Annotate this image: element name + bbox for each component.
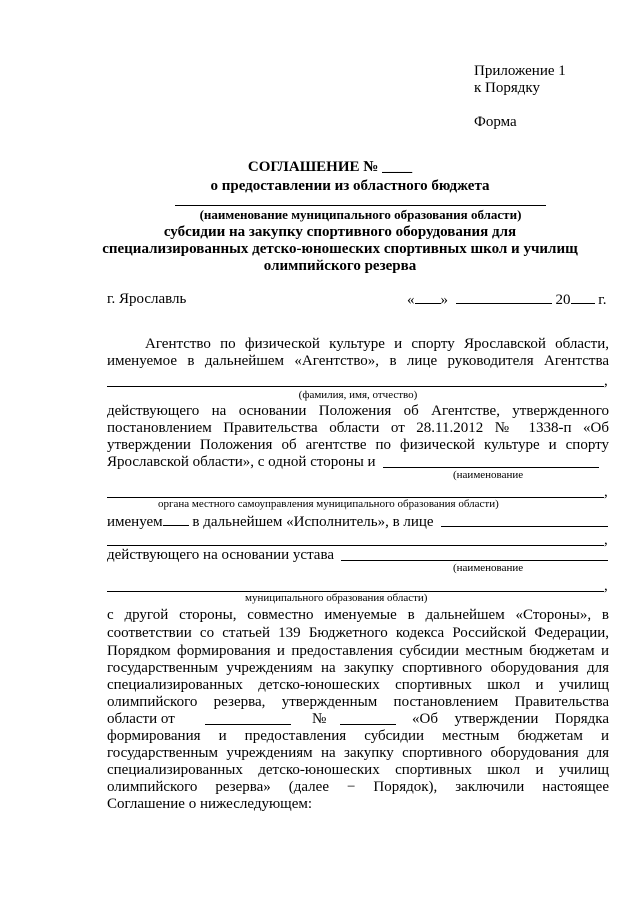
fio-blank-line: [107, 386, 604, 387]
title-line-5: олимпийского резерва: [263, 258, 417, 274]
day-blank: [415, 290, 441, 304]
appendix-label: Приложение 1: [474, 63, 566, 79]
decree-number-blank: [340, 724, 396, 725]
agreement-title: СОГЛАШЕНИЕ № ____: [247, 159, 413, 175]
name-hint-2: (наименование: [453, 562, 524, 574]
p2-line-1: действующего на основании Положения об Агентстве, утвержденного: [107, 403, 609, 419]
p5-line-2: соответствии со статьей 139 Бюджетного кодекса Российской Федерации,: [107, 625, 609, 641]
p5-line-6: олимпийского резерва, утвержденным постановлением Правительства: [107, 694, 609, 710]
title-line-4: специализированных детско-юношеских спортивных школ и училищ: [102, 241, 578, 257]
name1-blank-line: [383, 467, 599, 468]
city-label: г. Ярославль: [107, 291, 187, 307]
name-hint-1: (наименование: [453, 469, 524, 481]
ending-blank: [163, 512, 189, 526]
municipality-hint: (наименование муниципального образования области): [199, 207, 522, 222]
p2-line-4: Ярославской области», с одной стороны и: [107, 454, 376, 470]
date-field: [407, 290, 606, 309]
p3-mid: в дальнейшем «Исполнитель», в лице: [188, 514, 434, 530]
p3-line: [107, 512, 434, 531]
p5-line-1: с другой стороны, совместно именуемые в дальнейшем «Стороны», в: [107, 607, 609, 623]
p2-line-2: постановлением Правительства области от 28.11.2012 № 1338-п «Об: [107, 420, 609, 436]
municipality-blank-line: [175, 205, 546, 206]
charter-blank-line: [341, 560, 608, 561]
p5-line-8: формирования и предоставления субсидии местным бюджетам и: [107, 728, 609, 744]
p5-line-7c: «Об утверждении Порядка: [412, 711, 609, 727]
decree-date-blank: [205, 724, 291, 725]
muni-hint: муниципального образования области): [245, 592, 428, 604]
p2-line-3: утверждении Положения об агентстве по физической культуре и спорту: [107, 437, 609, 453]
to-order-label: к Порядку: [474, 80, 540, 96]
year-prefix: 20: [555, 292, 571, 308]
title-line-3: субсидии на закупку спортивного оборудования для: [163, 224, 517, 240]
date-quote-close: »: [440, 292, 448, 308]
comma-1: ,: [604, 373, 608, 389]
year-blank: [571, 290, 595, 304]
p5-line-7b: №: [312, 711, 327, 727]
comma-2: ,: [604, 484, 608, 500]
p5-line-10: специализированных детско-юношеских спортивных школ и училищ: [107, 762, 609, 778]
p3-prefix: именуем: [107, 514, 163, 530]
comma-4: ,: [604, 578, 608, 594]
p1-line-1: Агентство по физической культуре и спорту Ярославской области,: [145, 336, 609, 352]
month-blank: [456, 290, 552, 304]
year-suffix: г.: [598, 292, 607, 308]
p5-line-3: Порядком формирования и предоставления субсидии местным бюджетам и: [107, 643, 609, 659]
p4-line: действующего на основании устава: [107, 547, 335, 563]
p5-line-4: государственным учреждениям на закупку спортивного оборудования для: [107, 660, 609, 676]
date-quote-open: «: [407, 292, 415, 308]
comma-3: ,: [604, 532, 608, 548]
p5-line-5: специализированных детско-юношеских спортивных школ и училищ: [107, 677, 609, 693]
p5-line-12: Соглашение о нижеследующем:: [107, 796, 313, 812]
p1-line-2: именуемое в дальнейшем «Агентство», в лице руководителя Агентства: [107, 353, 609, 369]
organ-hint: органа местного самоуправления муниципального образования области): [158, 498, 499, 510]
form-label: Форма: [474, 114, 517, 130]
p5-line-7a: области от: [107, 711, 175, 727]
fio-hint: (фамилия, имя, отчество): [298, 389, 418, 401]
p5-line-11: олимпийского резерва» (далее − Порядок), заключили настоящее: [107, 779, 609, 795]
representative-blank-line: [441, 526, 608, 527]
agreement-subtitle: о предоставлении из областного бюджета: [210, 178, 490, 194]
p5-line-9: государственным учреждениям на закупку спортивного оборудования для: [107, 745, 609, 761]
